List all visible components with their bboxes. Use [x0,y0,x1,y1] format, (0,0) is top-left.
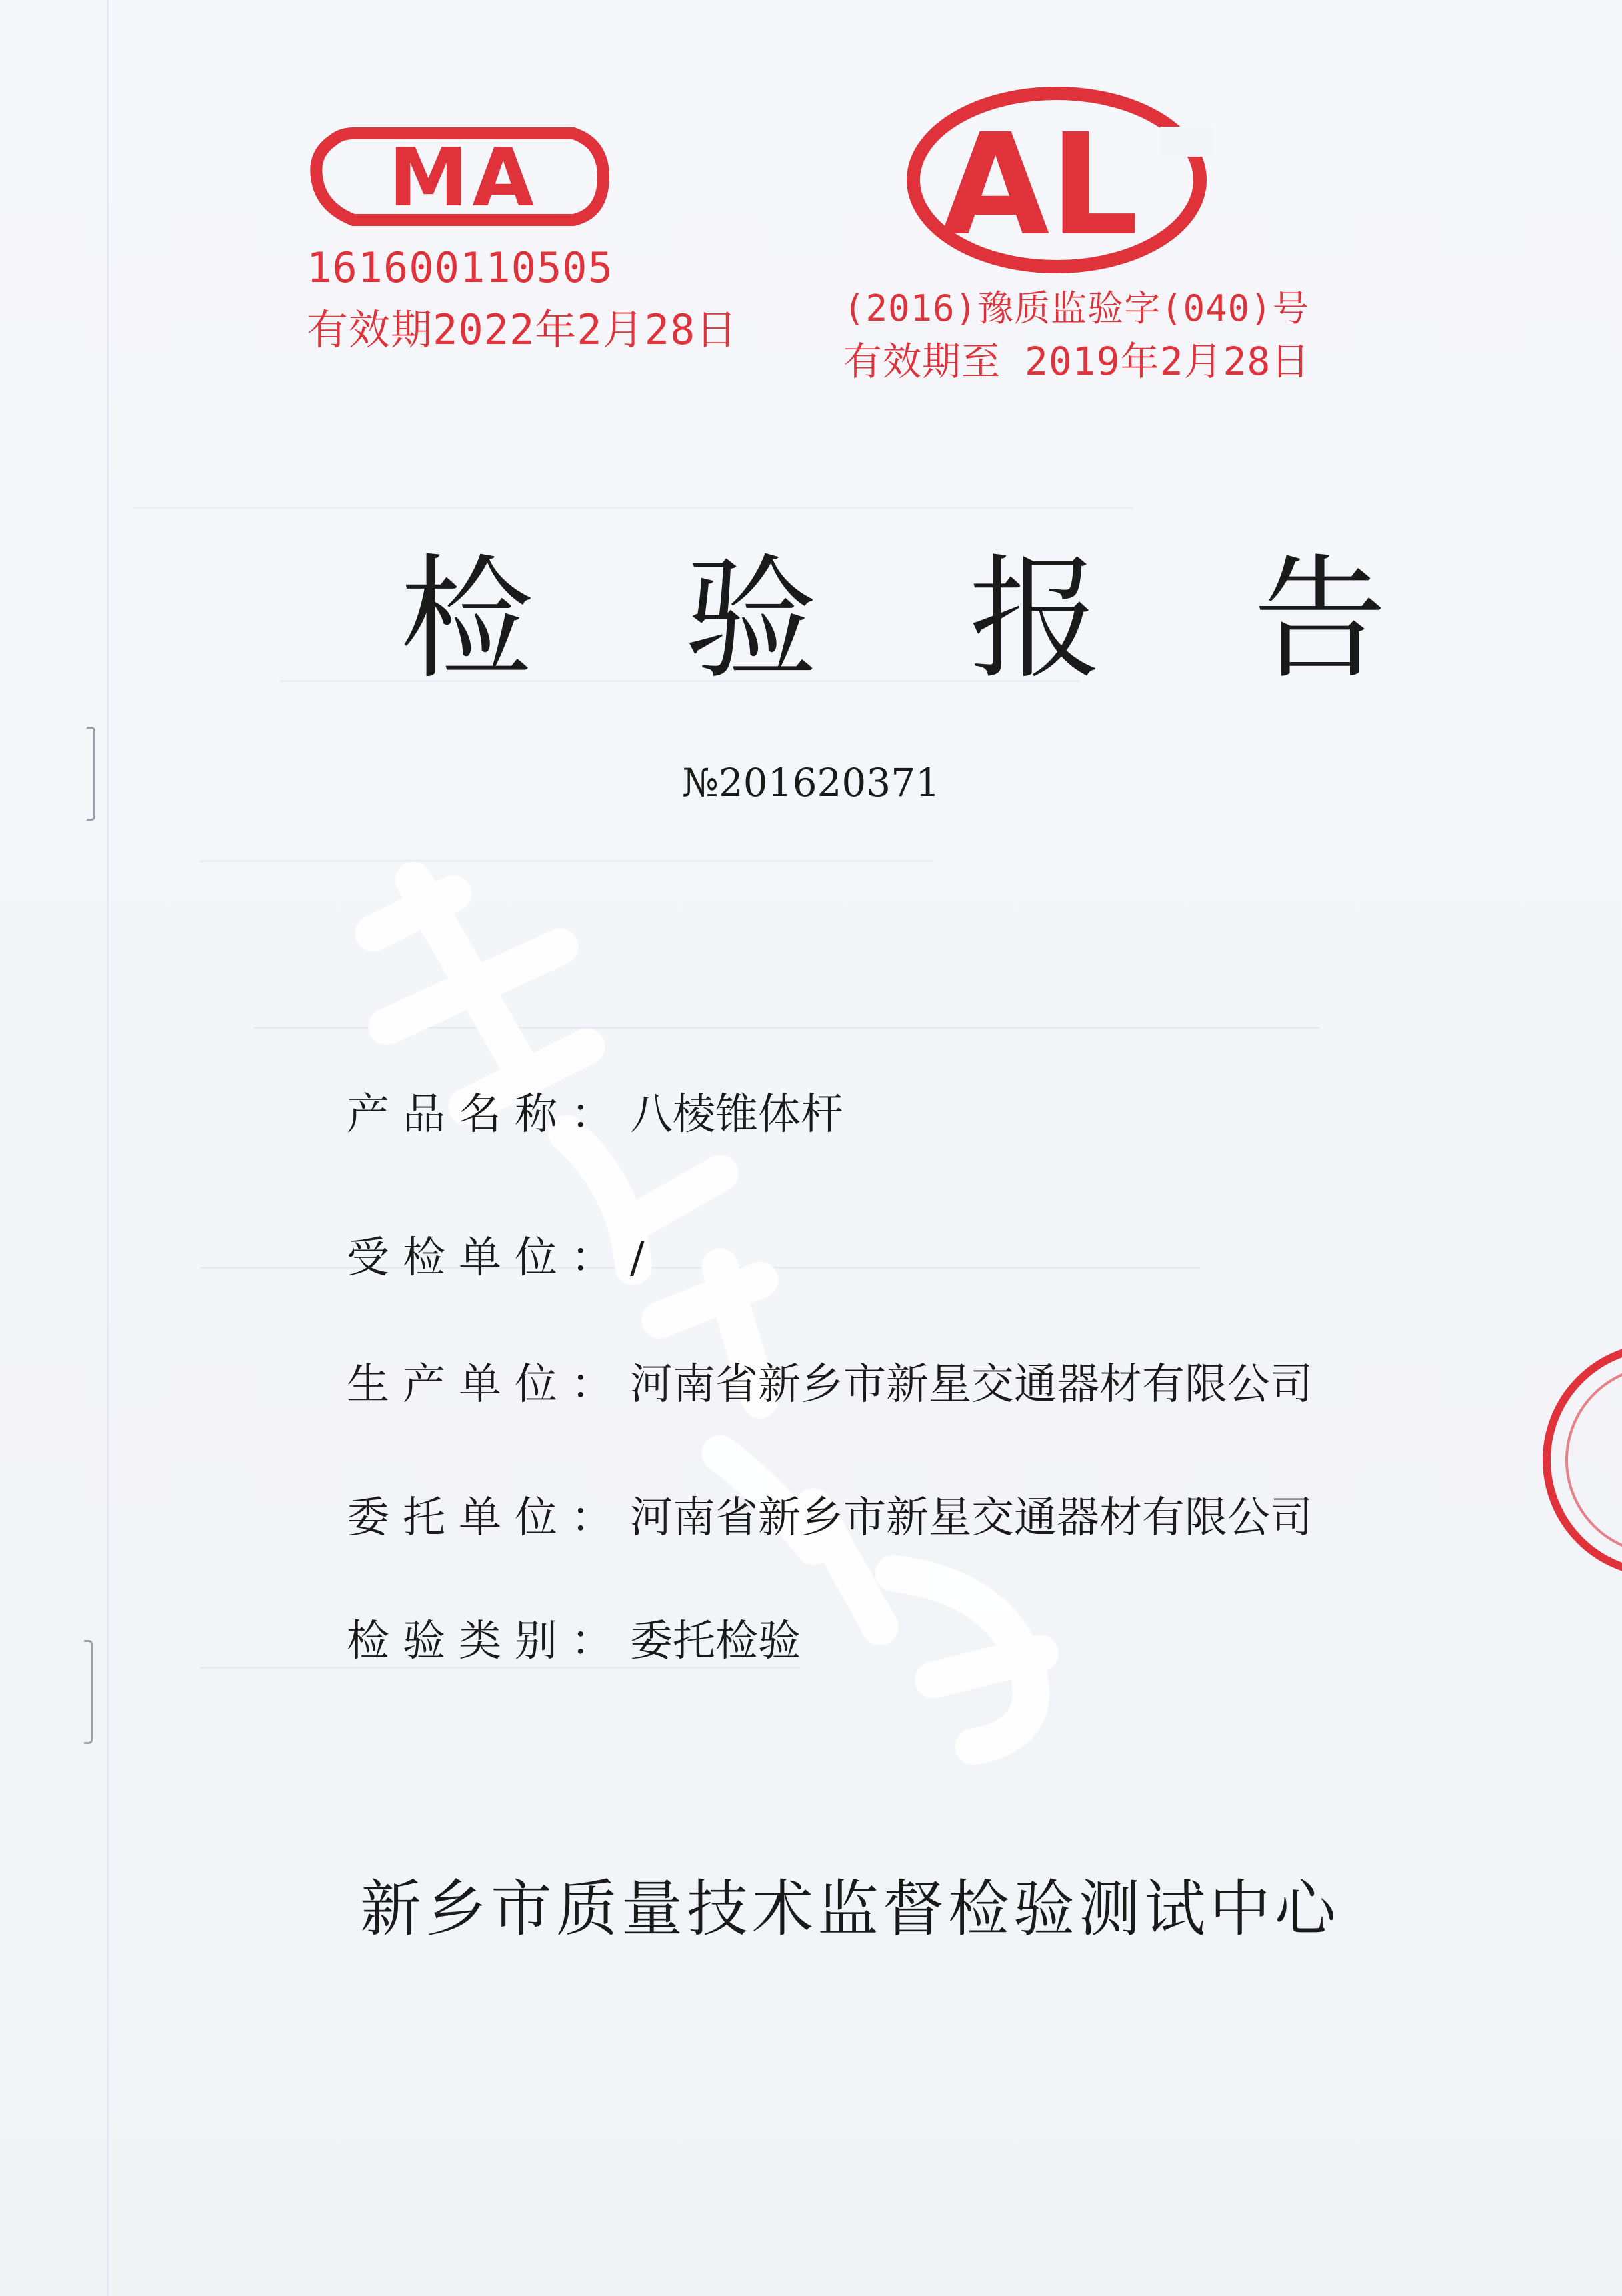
issuing-organization: 新乡市质量技术监督检验测试中心 [360,1873,1341,1945]
title-char-1: 检 [400,542,534,697]
cal-stamp [840,80,1311,393]
paper-fold [107,0,109,2296]
cma-validity: 有效期2022年2月28日 [307,305,738,354]
cma-logo-text: MA [388,132,539,225]
field-label: 产品名称： [347,1090,627,1139]
cal-cert-no: (2016)豫质监验字(040)号 [843,287,1309,329]
title-char-2: 验 [684,542,818,697]
staple-bottom [84,1640,93,1744]
field-label: 受检单位： [347,1233,627,1283]
cma-stamp [307,113,738,354]
cma-logo-icon [307,113,620,240]
cal-logo-icon [890,80,1223,280]
field-inspection-type [347,1607,801,1668]
field-manufacturer [347,1350,1313,1411]
field-value: 八棱锥体杆 [630,1090,843,1139]
field-value: 委托检验 [630,1617,801,1666]
field-client [347,1483,1313,1545]
field-value: 河南省新乡市新星交通器材有限公司 [630,1360,1313,1409]
field-inspected-unit [347,1223,645,1285]
report-number: №201620371 [682,760,940,805]
cma-code: 161600110505 [307,243,613,292]
round-seal-icon [1527,1340,1622,1580]
field-label: 检验类别： [347,1617,627,1666]
title-char-4: 告 [1253,542,1387,697]
field-product-name [347,1080,843,1141]
cal-validity: 有效期至 2019年2月28日 [843,339,1311,384]
field-label: 生产单位： [347,1360,627,1409]
report-title [400,542,1387,697]
field-value: 河南省新乡市新星交通器材有限公司 [630,1493,1313,1543]
title-char-3: 报 [969,542,1103,697]
field-label: 委托单位： [347,1493,627,1543]
field-value: / [630,1233,645,1283]
cal-logo-text: AL [941,103,1139,267]
